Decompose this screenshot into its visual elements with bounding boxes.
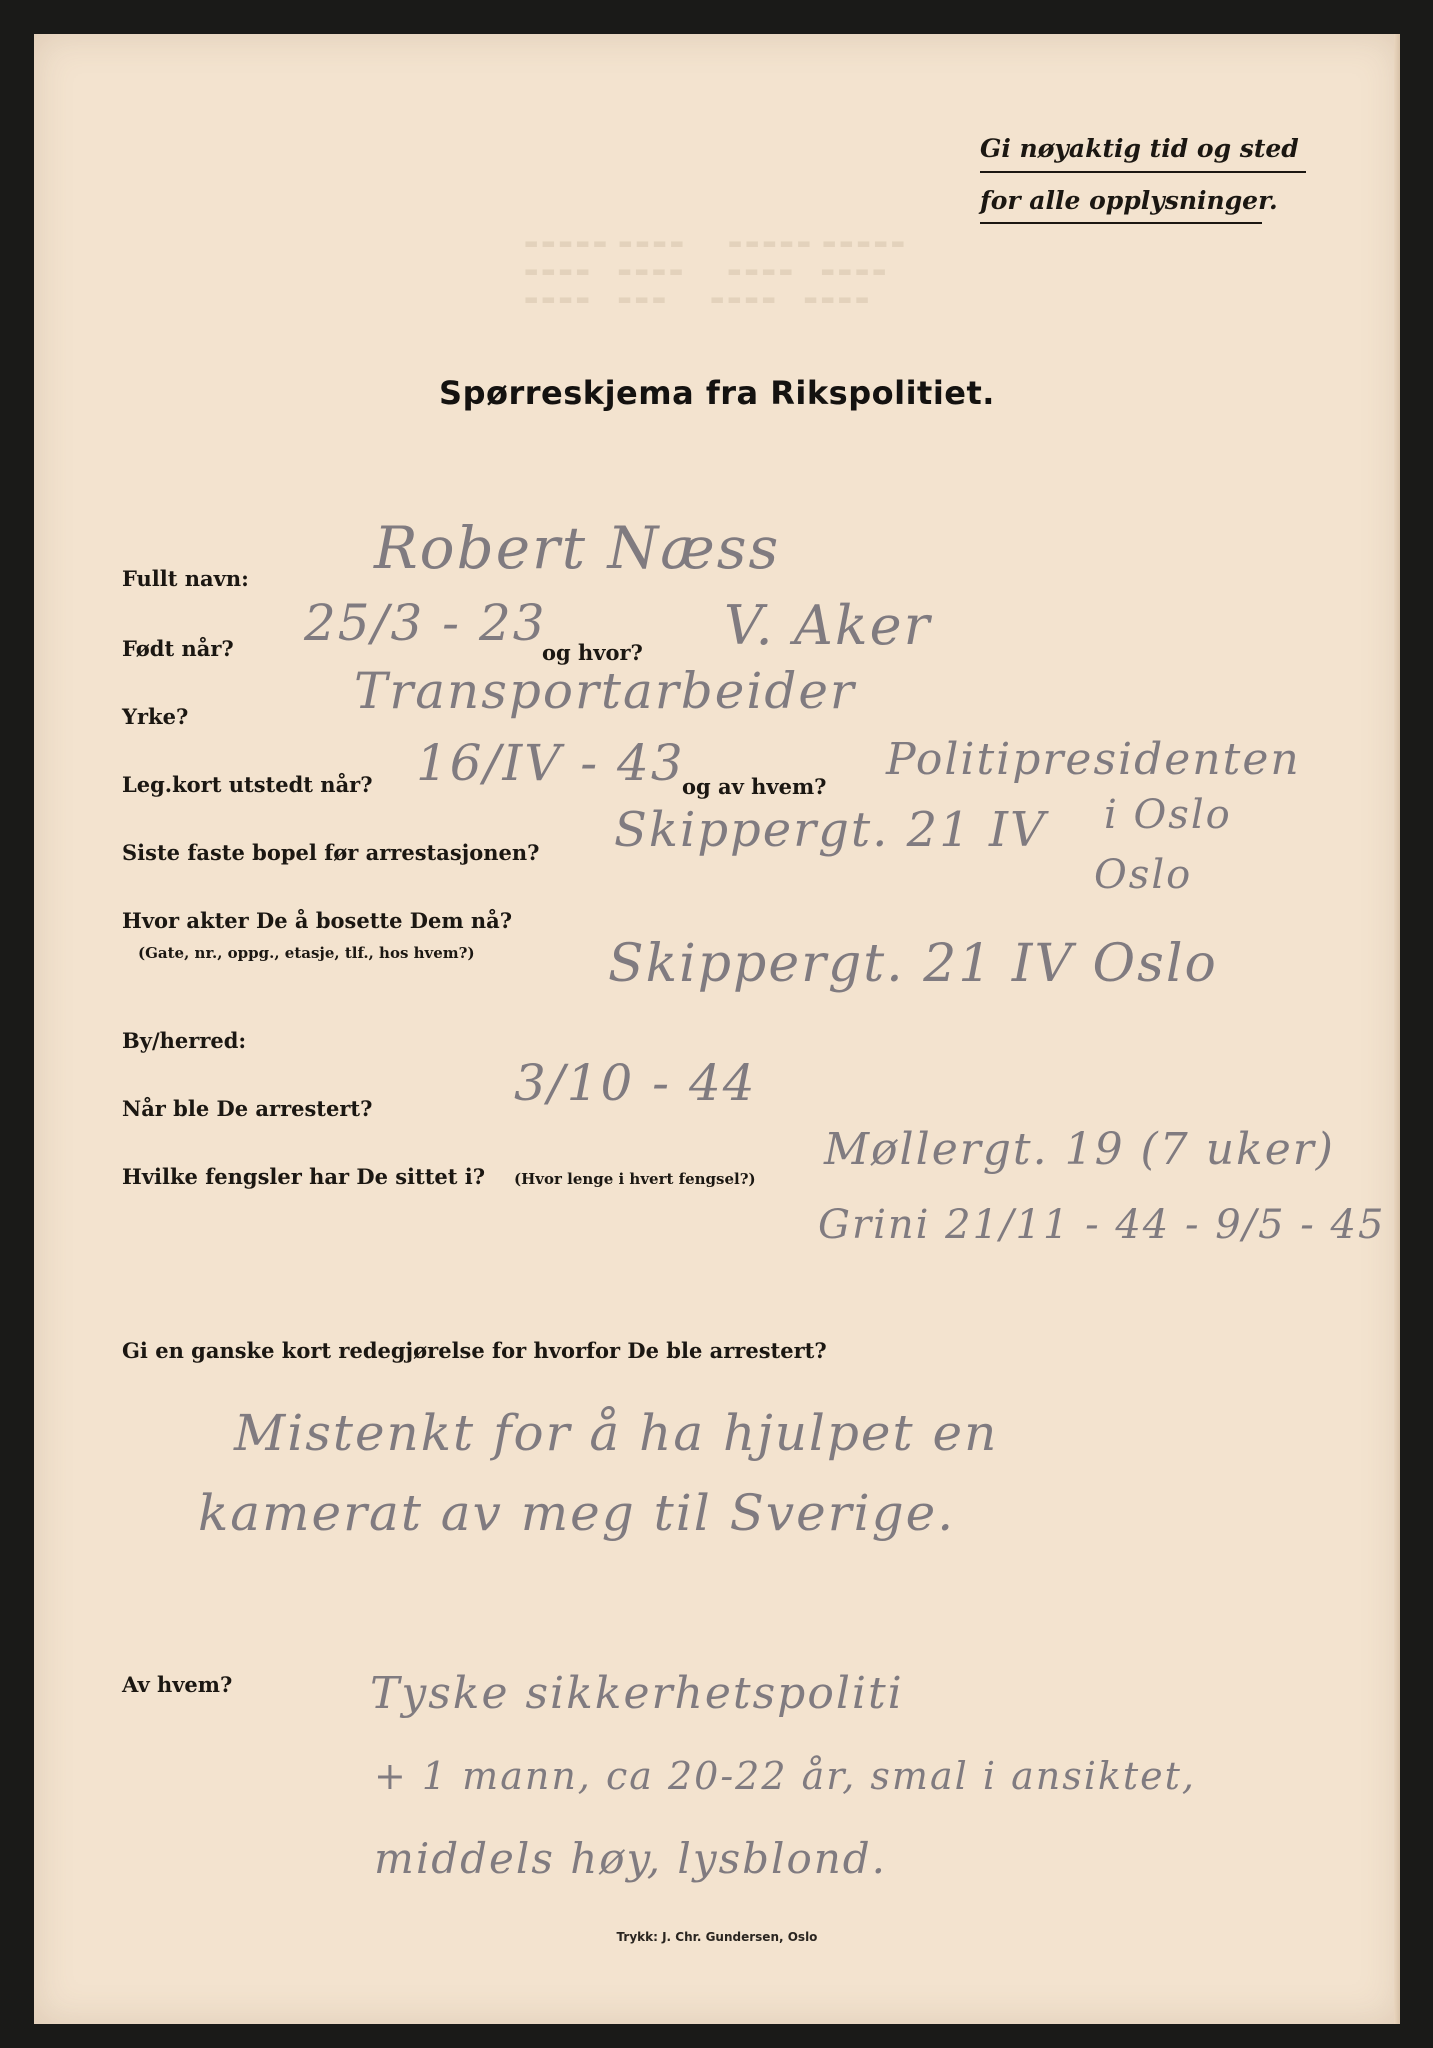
label-why: Gi en ganske kort redegjørelse for hvorfor De ble arrestert?: [122, 1338, 827, 1363]
answer-idcard-when: 16/IV - 43: [416, 734, 685, 792]
label-arrested-when: Når ble De arrestert?: [122, 1096, 373, 1121]
answer-idcard-by-1: Politipresidenten: [886, 734, 1301, 785]
answer-idcard-by-2: i Oslo: [1104, 792, 1232, 838]
printer-imprint: Trykk: J. Chr. Gundersen, Oslo: [616, 1930, 818, 1944]
answer-full-name: Robert Næss: [374, 514, 781, 582]
answer-occupation: Transportarbeider: [354, 662, 856, 720]
label-settle-hint: (Gate, nr., oppg., etasje, tlf., hos hvem?): [138, 944, 475, 962]
bleed-through-text: ▬▬▬▬ ▬▬▬ ▬▬▬▬ ▬▬▬▬: [524, 290, 873, 308]
label-prisons: Hvilke fengsler har De sittet i?: [122, 1164, 486, 1189]
answer-born-where: V. Aker: [724, 594, 932, 657]
label-city: By/herred:: [122, 1028, 247, 1053]
answer-by-whom-2: + 1 mann, ca 20-22 år, smal i ansiktet,: [374, 1754, 1196, 1798]
label-by-whom: Av hvem?: [122, 1672, 233, 1697]
bleed-through-text: ▬▬▬▬ ▬▬▬▬ ▬▬▬▬ ▬▬▬▬: [524, 262, 890, 280]
notice-underline-2: [980, 222, 1262, 224]
answer-why-2: kamerat av meg til Sverige.: [198, 1484, 956, 1542]
paper-edge: [1394, 34, 1400, 2024]
notice-line-1: Gi nøyaktig tid og sted: [980, 134, 1299, 163]
answer-prisons-2: Grini 21/11 - 44 - 9/5 - 45: [818, 1202, 1386, 1248]
answer-why-1: Mistenkt for å ha hjulpet en: [234, 1404, 999, 1462]
answer-last-address: Skippergt. 21 IV: [614, 802, 1047, 858]
label-last-address: Siste faste bopel før arrestasjonen?: [122, 840, 540, 865]
answer-last-address-city: Oslo: [1094, 852, 1193, 898]
answer-settle: Skippergt. 21 IV Oslo: [608, 934, 1218, 994]
notice-underline-1: [980, 171, 1306, 173]
label-idcard-when: Leg.kort utstedt når?: [122, 772, 373, 797]
label-idcard-by: og av hvem?: [682, 774, 827, 799]
notice-line-2: for alle opplysninger.: [980, 186, 1278, 215]
label-settle: Hvor akter De å bosette Dem nå?: [122, 908, 513, 933]
label-born-when: Født når?: [122, 636, 234, 661]
label-full-name: Fullt navn:: [122, 566, 249, 591]
answer-by-whom-3: middels høy, lysblond.: [374, 1834, 888, 1883]
answer-born-when: 25/3 - 23: [304, 594, 547, 652]
label-occupation: Yrke?: [122, 704, 189, 729]
label-born-where: og hvor?: [542, 640, 643, 665]
form-sheet: [34, 34, 1400, 2024]
answer-by-whom-1: Tyske sikkerhetspoliti: [370, 1668, 904, 1719]
answer-prisons-1: Møllergt. 19 (7 uker): [824, 1124, 1335, 1175]
form-title: Spørreskjema fra Rikspolitiet.: [439, 374, 995, 412]
label-prisons-hint: (Hvor lenge i hvert fengsel?): [514, 1170, 756, 1188]
bleed-through-text: ▬▬▬▬▬ ▬▬▬▬ ▬▬▬▬▬ ▬▬▬▬▬: [524, 234, 908, 252]
answer-arrested-when: 3/10 - 44: [514, 1054, 757, 1112]
